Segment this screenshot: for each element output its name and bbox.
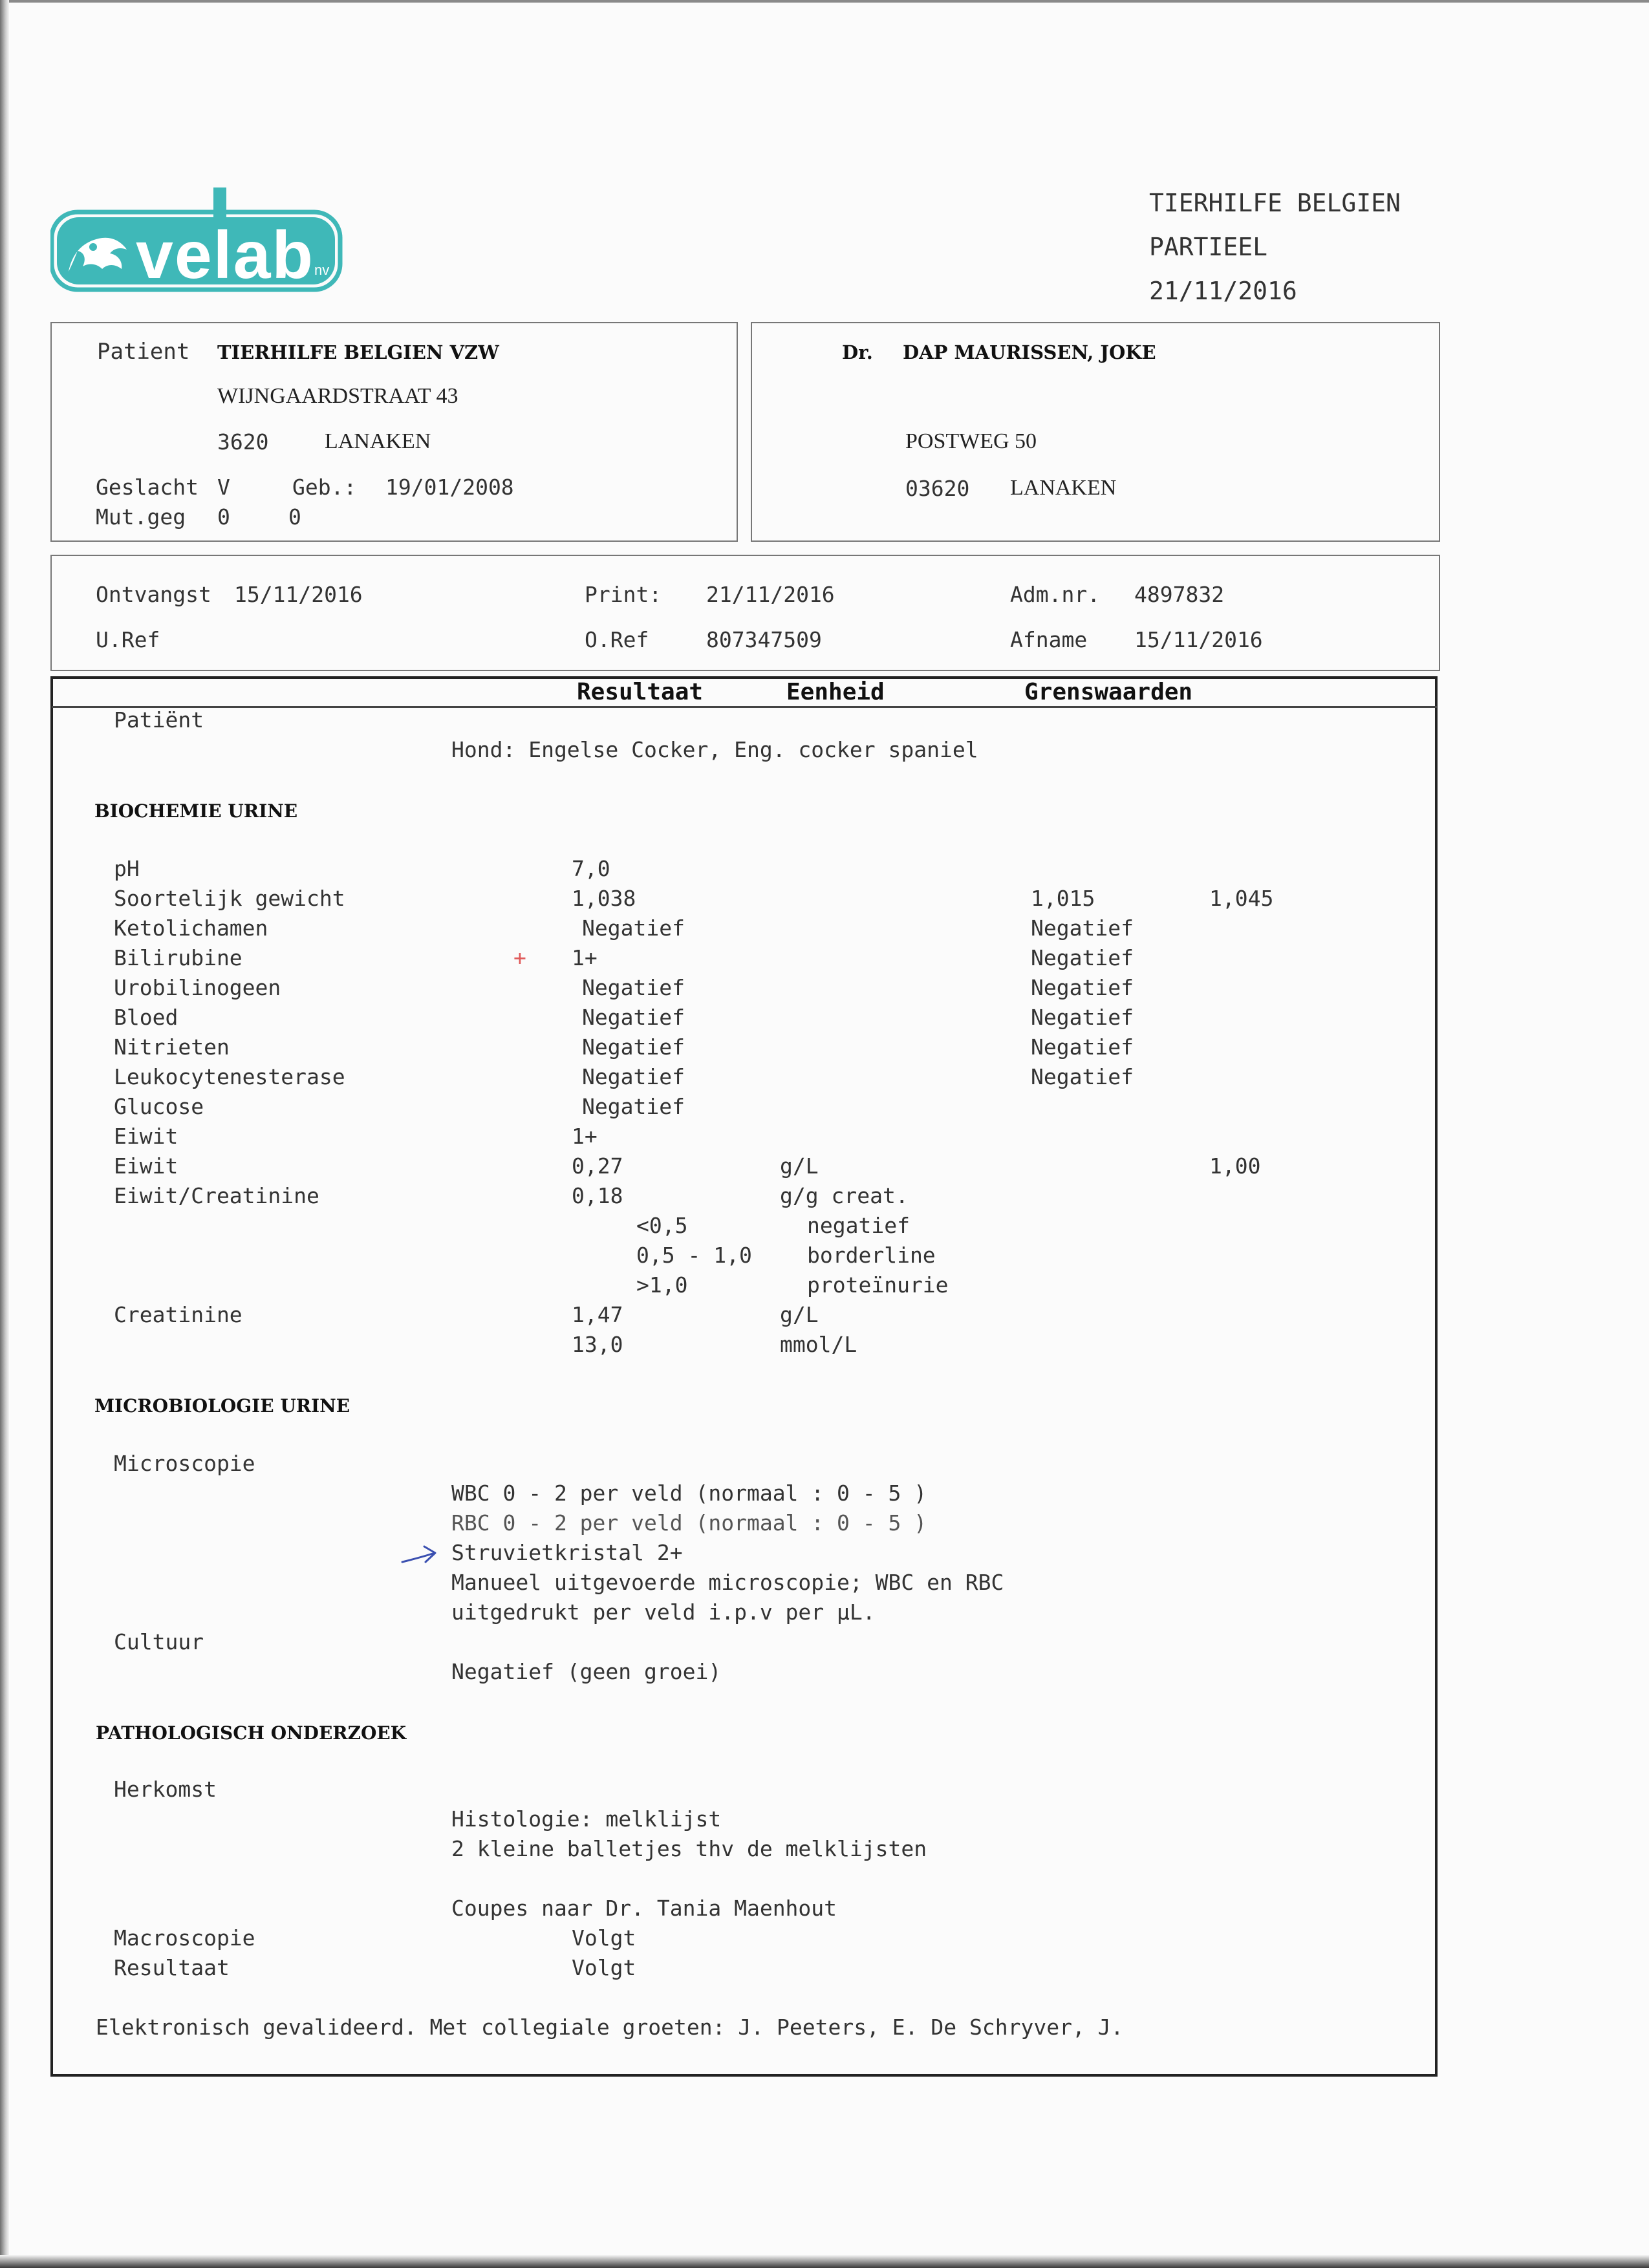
received-value: 15/11/2016 <box>234 582 363 607</box>
oref-label: O.Ref <box>585 627 649 652</box>
mut-value-2: 0 <box>288 504 301 530</box>
sex-label: Geslacht <box>96 475 199 500</box>
print-label: Print: <box>585 582 662 607</box>
taken-value: 15/11/2016 <box>1134 627 1263 652</box>
reference-low: Negatief <box>1031 975 1134 1000</box>
results-header-rule <box>52 706 1437 708</box>
microscopy-line-2: RBC 0 - 2 per veld (normaal : 0 - 5 ) <box>451 1510 927 1535</box>
species-label: Patiënt <box>114 707 204 733</box>
reference-low: Negatief <box>1031 915 1134 941</box>
analyte-value: 1+ <box>572 945 598 970</box>
analyte-value: Negatief <box>582 1064 685 1089</box>
analyte-name: Eiwit <box>114 1124 178 1149</box>
mut-value-1: 0 <box>217 504 230 530</box>
creatinine-value-2: 13,0 <box>572 1332 623 1357</box>
handwritten-arrow-icon <box>400 1544 438 1570</box>
reference-low: 1,015 <box>1031 886 1095 911</box>
adm-value: 4897832 <box>1134 582 1225 607</box>
analyte-value: Negatief <box>582 915 685 941</box>
analyte-value: 7,0 <box>572 856 610 881</box>
analyte-name: Eiwit <box>114 1153 178 1179</box>
legend-meaning-2: borderline <box>807 1243 936 1268</box>
culture-label: Cultuur <box>114 1629 204 1654</box>
validation-footer: Elektronisch gevalideerd. Met collegiale groeten: J. Peeters, E. De Schryver, J. <box>96 2015 1124 2040</box>
mut-label: Mut.geg <box>96 504 186 530</box>
origin-line-4: Coupes naar Dr. Tania Maenhout <box>451 1896 837 1921</box>
creatinine-unit-1: g/L <box>780 1302 819 1327</box>
analyte-name: Nitrieten <box>114 1034 230 1060</box>
analyte-name: Bloed <box>114 1005 178 1030</box>
report-status: PARTIEEL <box>1149 233 1268 261</box>
creatinine-label: Creatinine <box>114 1302 242 1327</box>
legend-range-2: 0,5 - 1,0 <box>636 1243 752 1268</box>
patient-label: Patient <box>97 339 190 365</box>
doctor-city: LANAKEN <box>1010 476 1117 500</box>
legend-range-1: <0,5 <box>636 1213 688 1238</box>
report-date: 21/11/2016 <box>1149 277 1297 305</box>
analyte-unit: g/L <box>780 1153 819 1179</box>
analyte-name: pH <box>114 856 140 881</box>
microscopy-line-3: Struvietkristal 2+ <box>451 1540 683 1565</box>
legend-range-3: >1,0 <box>636 1272 688 1298</box>
col-result: Resultaat <box>577 679 704 705</box>
reference-low: Negatief <box>1031 1034 1134 1060</box>
biochem-title: BIOCHEMIE URINE <box>94 800 298 822</box>
received-label: Ontvangst <box>96 582 211 607</box>
microscopy-line-5: uitgedrukt per veld i.p.v per µL. <box>451 1599 876 1625</box>
sex-value: V <box>217 475 230 500</box>
print-value: 21/11/2016 <box>706 582 835 607</box>
analyte-name: Bilirubine <box>114 945 242 970</box>
origin-line-1: Histologie: melklijst <box>451 1806 722 1832</box>
culture-value: Negatief (geen groei) <box>451 1659 722 1684</box>
analyte-name: Urobilinogeen <box>114 975 281 1000</box>
reference-low: Negatief <box>1031 1064 1134 1089</box>
analyte-value: Negatief <box>582 1094 685 1119</box>
info-box <box>50 555 1440 671</box>
reference-low: Negatief <box>1031 945 1134 970</box>
doctor-street: POSTWEG 50 <box>905 429 1037 453</box>
analyte-name: Soortelijk gewicht <box>114 886 345 911</box>
analyte-name: Leukocytenesterase <box>114 1064 345 1089</box>
patient-name: TIERHILFE BELGIEN VZW <box>217 341 499 363</box>
origin-line-2: 2 kleine balletjes thv de melklijsten <box>451 1836 927 1861</box>
analyte-value: 0,18 <box>572 1183 623 1208</box>
analyte-unit: g/g creat. <box>780 1183 909 1208</box>
micro-title: MICROBIOLOGIE URINE <box>94 1395 350 1417</box>
macro-label: Macroscopie <box>114 1925 255 1951</box>
microscopy-label: Microscopie <box>114 1451 255 1476</box>
microscopy-line-1: WBC 0 - 2 per veld (normaal : 0 - 5 ) <box>451 1481 927 1506</box>
logo-suffix: nv <box>314 262 330 278</box>
analyte-name: Eiwit/Creatinine <box>114 1183 319 1208</box>
result-label: Resultaat <box>114 1955 230 1980</box>
client-name: TIERHILFE BELGIEN <box>1149 189 1401 217</box>
dob-value: 19/01/2008 <box>385 475 514 500</box>
reference-high: 1,045 <box>1209 886 1274 911</box>
patient-postcode: 3620 <box>217 429 269 455</box>
analyte-value: 1+ <box>572 1124 598 1149</box>
patient-city: LANAKEN <box>325 429 431 453</box>
microscopy-line-4: Manueel uitgevoerde microscopie; WBC en RBC <box>451 1570 1004 1595</box>
legend-meaning-1: negatief <box>807 1213 910 1238</box>
doctor-postcode: 03620 <box>905 476 970 501</box>
reference-high: 1,00 <box>1209 1153 1261 1179</box>
species-value: Hond: Engelse Cocker, Eng. cocker spaniel <box>451 737 978 762</box>
analyte-value: 1,038 <box>572 886 636 911</box>
adm-label: Adm.nr. <box>1010 582 1101 607</box>
abnormal-flag: + <box>513 945 526 970</box>
uref-label: U.Ref <box>96 627 160 652</box>
scan-bottom-edge <box>0 2255 1649 2268</box>
creatinine-value-1: 1,47 <box>572 1302 623 1327</box>
analyte-value: Negatief <box>582 1005 685 1030</box>
reference-low: Negatief <box>1031 1005 1134 1030</box>
patho-title: PATHOLOGISCH ONDERZOEK <box>96 1722 407 1744</box>
origin-label: Herkomst <box>114 1777 217 1802</box>
patient-street: WIJNGAARDSTRAAT 43 <box>217 384 458 408</box>
legend-meaning-3: proteïnurie <box>807 1272 949 1298</box>
analyte-value: Negatief <box>582 975 685 1000</box>
scan-left-edge <box>0 0 9 2268</box>
analyte-value: Negatief <box>582 1034 685 1060</box>
scan-top-edge <box>0 0 1649 3</box>
creatinine-unit-2: mmol/L <box>780 1332 857 1357</box>
analyte-value: 0,27 <box>572 1153 623 1179</box>
analyte-name: Glucose <box>114 1094 204 1119</box>
dob-label: Geb.: <box>292 475 357 500</box>
analyte-name: Ketolichamen <box>114 915 268 941</box>
doctor-name: DAP MAURISSEN, JOKE <box>903 341 1156 363</box>
velab-logo <box>50 187 343 294</box>
col-ref: Grenswaarden <box>1024 679 1193 705</box>
logo-text: velab <box>136 218 314 293</box>
taken-label: Afname <box>1010 627 1088 652</box>
doctor-prefix: Dr. <box>842 341 873 363</box>
macro-value: Volgt <box>572 1925 636 1951</box>
result-value: Volgt <box>572 1955 636 1980</box>
col-unit: Eenheid <box>786 679 885 705</box>
oref-value: 807347509 <box>706 627 822 652</box>
